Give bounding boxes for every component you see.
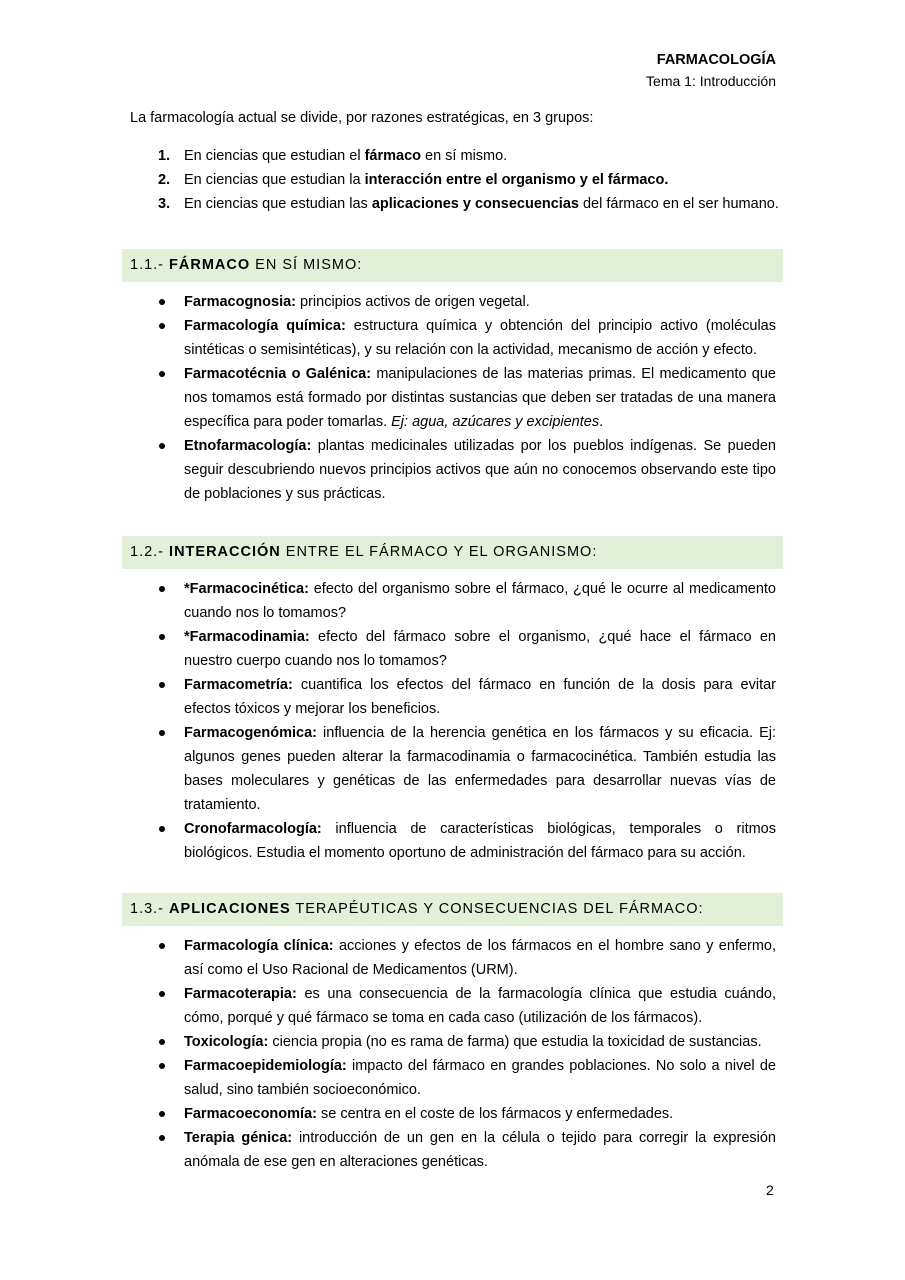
section1-list bbox=[184, 290, 776, 506]
group-item: 2. En ciencias que estudian la interacción entre el organismo y el fármaco. bbox=[158, 172, 669, 188]
list-item: Farmacoepidemiología: impacto del fármaco en grandes poblaciones. No solo a nivel de salud, sino también socioeconómico. bbox=[184, 1054, 776, 1102]
list-item: Farmacogenómica: influencia de la herencia genética en los fármacos y su eficacia. Ej: algunos genes pueden alterar la farmacodinamia o farmacocinética. También estudia las bases moleculares y genéticas de las enfermedades para desarrollar nuevas vías de tratamiento. bbox=[184, 721, 776, 817]
list-item: Farmacoterapia: es una consecuencia de la farmacología clínica que estudia cuándo, cómo, porqué y qué fármaco se toma en cada caso (utilización de los fármacos). bbox=[184, 982, 776, 1030]
section-heading-farmaco: 1.1.- FÁRMACO EN SÍ MISMO: bbox=[122, 249, 783, 282]
list-item: Terapia génica: introducción de un gen en la célula o tejido para corregir la expresión anómala de ese gen en alteraciones genéticas. bbox=[184, 1126, 776, 1174]
list-item: *Farmacocinética: efecto del organismo sobre el fármaco, ¿qué le ocurre al medicamento cuando nos lo tomamos? bbox=[184, 577, 776, 625]
header-title: FARMACOLOGÍA bbox=[656, 52, 776, 68]
list-item: Farmacometría: cuantifica los efectos del fármaco en función de la dosis para evitar efectos tóxicos y mejorar los beneficios. bbox=[184, 673, 776, 721]
list-item: Farmacognosia: principios activos de origen vegetal. bbox=[184, 290, 776, 314]
list-item: Etnofarmacología: plantas medicinales utilizadas por los pueblos indígenas. Se pueden seguir descubriendo nuevos principios activos que aún no conocemos observando este tipo de poblaciones y sus prácticas. bbox=[184, 434, 776, 506]
section2-list bbox=[184, 577, 776, 865]
list-item: Toxicología: ciencia propia (no es rama de farma) que estudia la toxicidad de sustancias. bbox=[184, 1030, 776, 1054]
section3-list bbox=[184, 934, 776, 1174]
header-subtitle: Tema 1: Introducción bbox=[646, 73, 776, 89]
group-item: 3. En ciencias que estudian las aplicaciones y consecuencias del fármaco en el ser humano. bbox=[158, 196, 779, 212]
page-number: 2 bbox=[766, 1182, 774, 1198]
group-item: 1. En ciencias que estudian el fármaco en sí mismo. bbox=[158, 148, 508, 164]
list-item: Cronofarmacología: influencia de características biológicas, temporales o ritmos biológicos. Estudia el momento oportuno de administración del fármaco para su acción. bbox=[184, 817, 776, 865]
groups-list bbox=[130, 146, 779, 218]
intro-paragraph: La farmacología actual se divide, por razones estratégicas, en 3 grupos: bbox=[130, 110, 594, 126]
section-heading-aplicaciones: 1.3.- APLICACIONES TERAPÉUTICAS Y CONSECUENCIAS DEL FÁRMACO: bbox=[122, 893, 783, 926]
list-item: Farmacología clínica: acciones y efectos de los fármacos en el hombre sano y enfermo, así como el Uso Racional de Medicamentos (URM). bbox=[184, 934, 776, 982]
list-item: Farmacoeconomía: se centra en el coste de los fármacos y enfermedades. bbox=[184, 1102, 776, 1126]
list-item: Farmacología química: estructura química y obtención del principio activo (moléculas sintéticas o semisintéticas), y su relación con la actividad, mecanismo de acción y efecto. bbox=[184, 314, 776, 362]
list-item: *Farmacodinamia: efecto del fármaco sobre el organismo, ¿qué hace el fármaco en nuestro cuerpo cuando nos lo tomamos? bbox=[184, 625, 776, 673]
list-item: Farmacotécnia o Galénica: manipulaciones de las materias primas. El medicamento que nos tomamos está formado por distintas sustancias que deben ser tratadas de una manera específica para poder tomarlas. Ej: agua, azúcares y excipientes. bbox=[184, 362, 776, 434]
section-heading-interaccion: 1.2.- INTERACCIÓN ENTRE EL FÁRMACO Y EL ORGANISMO: bbox=[122, 536, 783, 569]
